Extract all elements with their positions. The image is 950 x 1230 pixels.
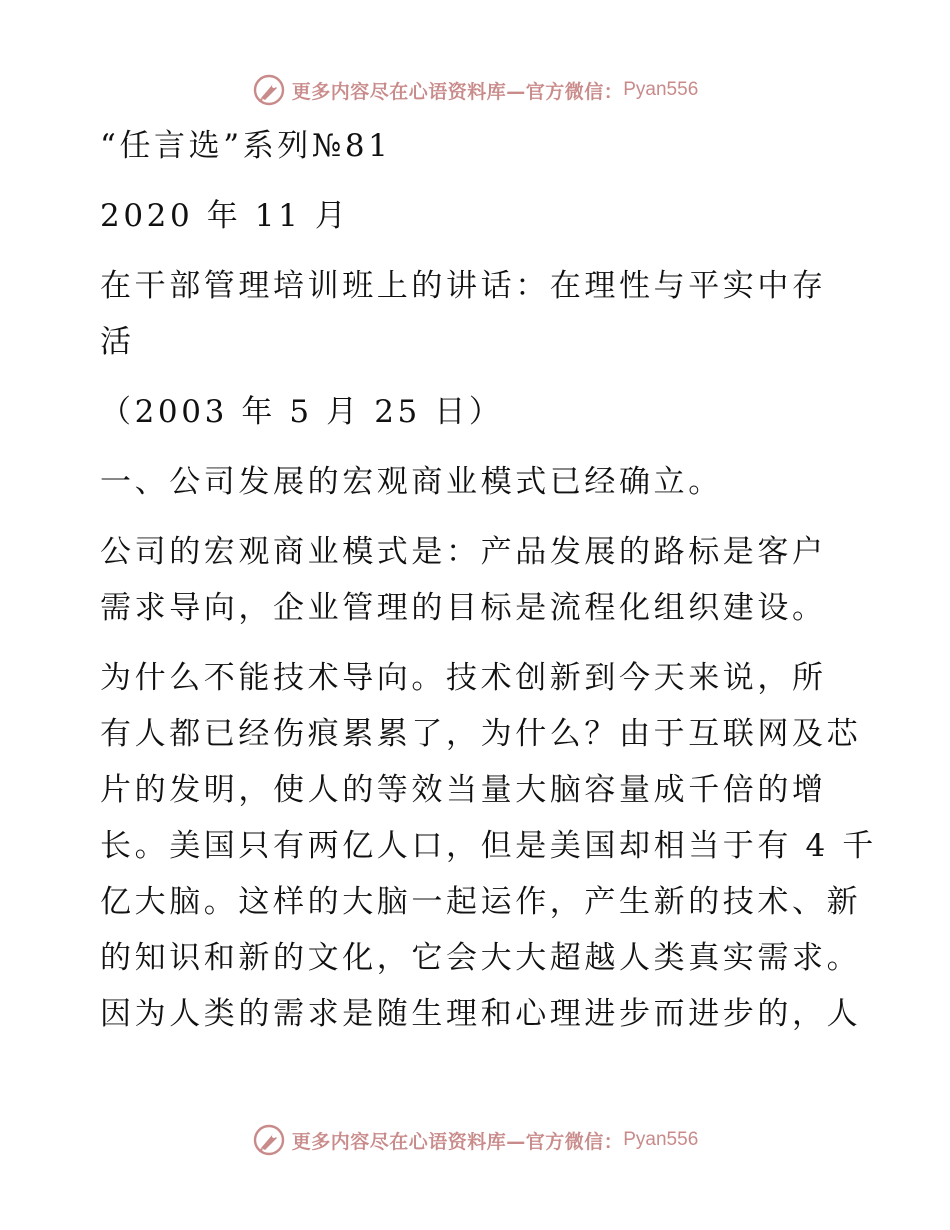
paragraph-2-line: 为什么不能技术导向。技术创新到今天来说，所: [100, 660, 827, 696]
paragraph-1-line: 公司的宏观商业模式是：产品发展的路标是客户: [100, 534, 827, 570]
watermark-text: 更多内容尽在心语资料库—官方微信：: [291, 1130, 624, 1153]
document-title-line-1: 在干部管理培训班上的讲话：在理性与平实中存: [100, 268, 827, 304]
paragraph-2-line: 片的发明，使人的等效当量大脑容量成千倍的增: [100, 772, 827, 808]
paragraph-2-line: 亿大脑。这样的大脑一起运作，产生新的技术、新: [100, 884, 862, 920]
document-date: 2020 年 11 月: [100, 198, 350, 234]
paragraph-2-line: 因为人类的需求是随生理和心理进步而进步的，人: [100, 996, 862, 1032]
paragraph-2-line: 的知识和新的文化，它会大大超越人类真实需求。: [100, 940, 862, 976]
document-body: [100, 118, 877, 1042]
paragraph-1-line: 需求导向，企业管理的目标是流程化组织建设。: [100, 590, 827, 626]
section-heading: 一、公司发展的宏观商业模式已经确立。: [100, 464, 723, 500]
pen-logo-icon: [252, 73, 286, 107]
paragraph-2-line: 长。美国只有两亿人口，但是美国却相当于有 4 千: [100, 828, 877, 864]
document-title-line-2: 活: [100, 324, 135, 360]
series-label: “任言选”系列№81: [100, 128, 392, 164]
watermark-text: 更多内容尽在心语资料库—官方微信：: [291, 80, 624, 103]
footer-watermark: [0, 1120, 950, 1160]
watermark-wechat-id: Pyan556: [623, 79, 699, 100]
paragraph-2-line: 有人都已经伤痕累累了，为什么？由于互联网及芯: [100, 716, 862, 752]
header-watermark: [0, 70, 950, 110]
speech-date: （2003 年 5 月 25 日）: [100, 394, 504, 430]
watermark-wechat-id: Pyan556: [623, 1129, 699, 1150]
pen-logo-icon: [252, 1123, 286, 1157]
